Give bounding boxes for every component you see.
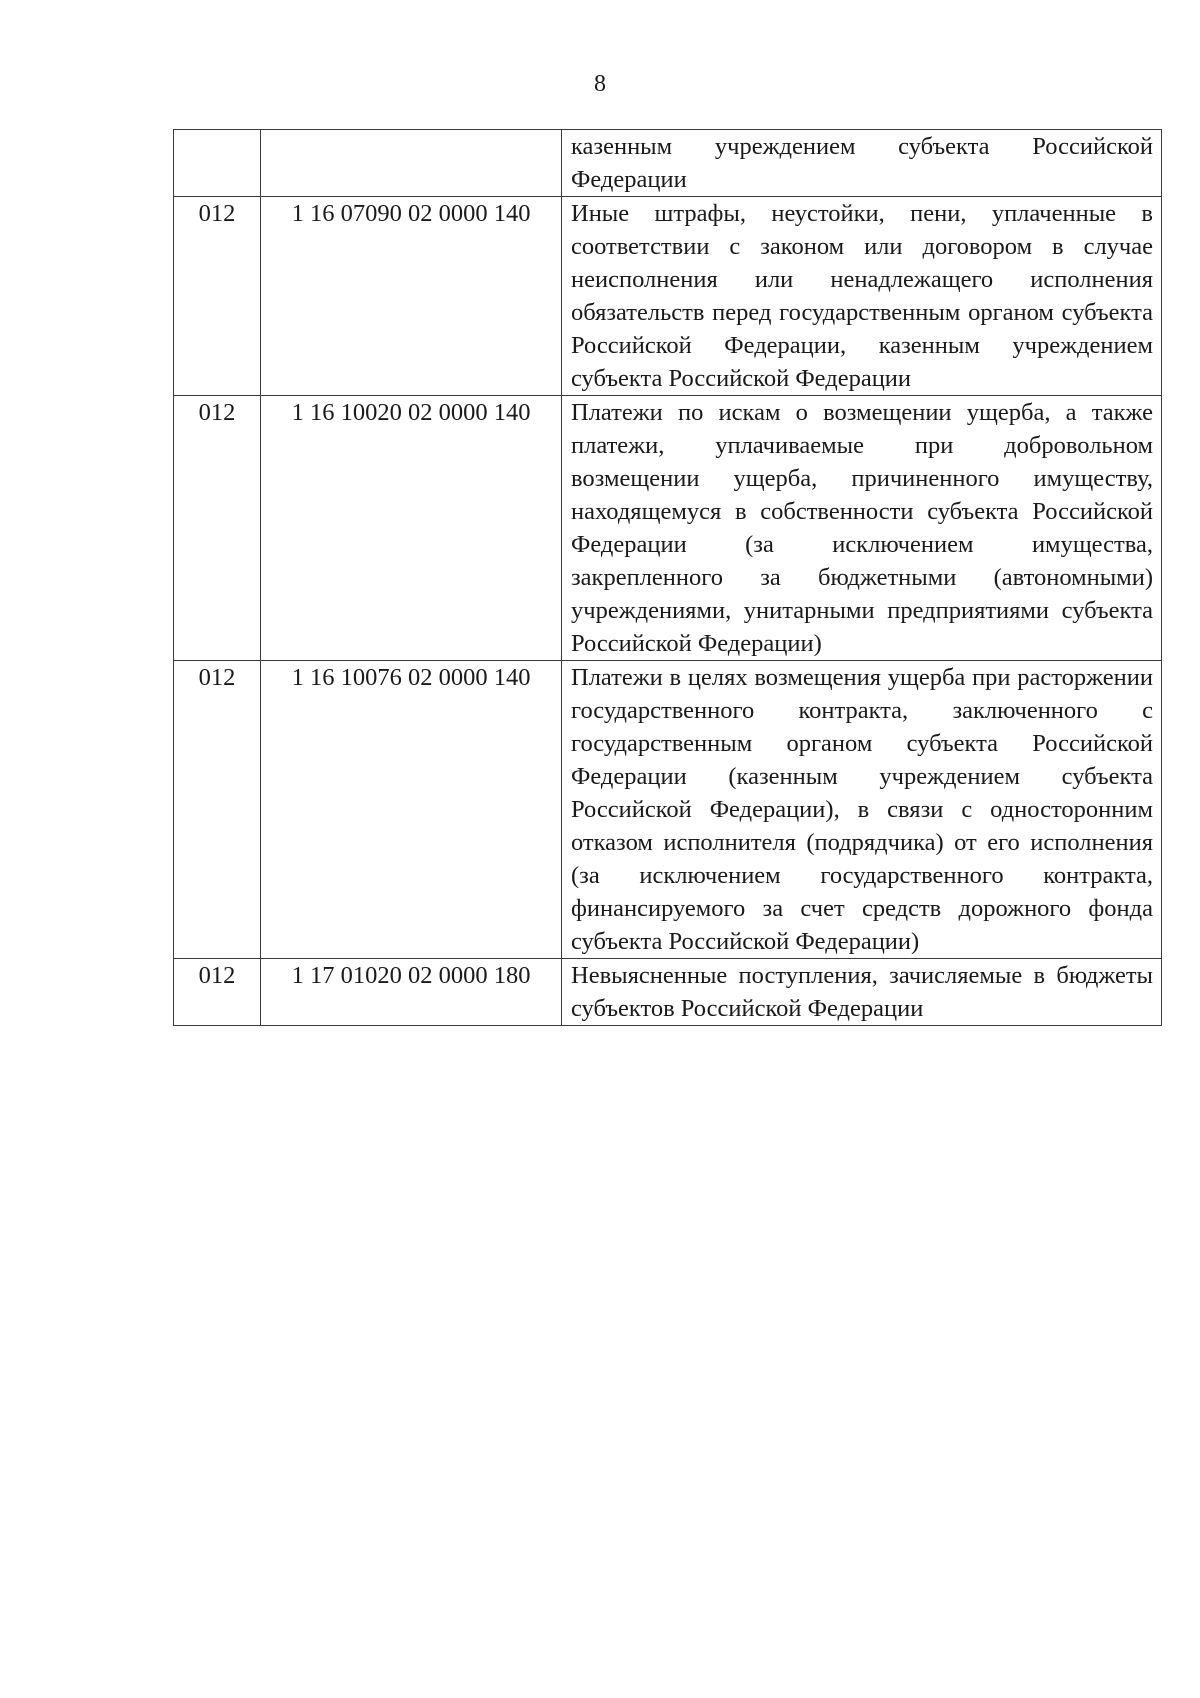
- kbk-code-cell: [261, 130, 562, 197]
- description-cell: Платежи по искам о возмещении ущерба, а также платежи, уплачиваемые при добровольном возмещении ущерба, причиненного имуществу, находящемуся в собственности субъекта Российской Федерации (за исключением имущества, закрепленного за бюджетными (автономными) учреждениями, унитарными предприятиями субъекта Российской Федерации): [562, 396, 1162, 661]
- table-row: [174, 661, 1162, 959]
- description-cell: Платежи в целях возмещения ущерба при расторжении государственного контракта, заключенного с государственным органом субъекта Российской Федерации (казенным учреждением субъекта Российской Федерации), в связи с односторонним отказом исполнителя (подрядчика) от его исполнения (за исключением государственного контракта, финансируемого за счет средств дорожного фонда субъекта Российской Федерации): [562, 661, 1162, 959]
- kbk-code-cell: 1 16 07090 02 0000 140: [261, 197, 562, 396]
- table-row: [174, 959, 1162, 1026]
- kbk-code-cell: 1 16 10020 02 0000 140: [261, 396, 562, 661]
- admin-code-cell: 012: [174, 661, 261, 959]
- table-row: [174, 197, 1162, 396]
- admin-code-cell: 012: [174, 396, 261, 661]
- page-number: 8: [594, 71, 606, 97]
- kbk-code-cell: 1 16 10076 02 0000 140: [261, 661, 562, 959]
- table-row: [174, 396, 1162, 661]
- description-cell: Невыясненные поступления, зачисляемые в бюджеты субъектов Российской Федерации: [562, 959, 1162, 1026]
- admin-code-cell: 012: [174, 959, 261, 1026]
- admin-code-cell: 012: [174, 197, 261, 396]
- description-cell: казенным учреждением субъекта Российской Федерации: [562, 130, 1162, 197]
- kbk-code-cell: 1 17 01020 02 0000 180: [261, 959, 562, 1026]
- budget-codes-table: [173, 129, 1162, 1026]
- admin-code-cell: [174, 130, 261, 197]
- table-row: [174, 130, 1162, 197]
- description-cell: Иные штрафы, неустойки, пени, уплаченные в соответствии с законом или договором в случае неисполнения или ненадлежащего исполнения обязательств перед государственным органом субъекта Российской Федерации, казенным учреждением субъекта Российской Федерации: [562, 197, 1162, 396]
